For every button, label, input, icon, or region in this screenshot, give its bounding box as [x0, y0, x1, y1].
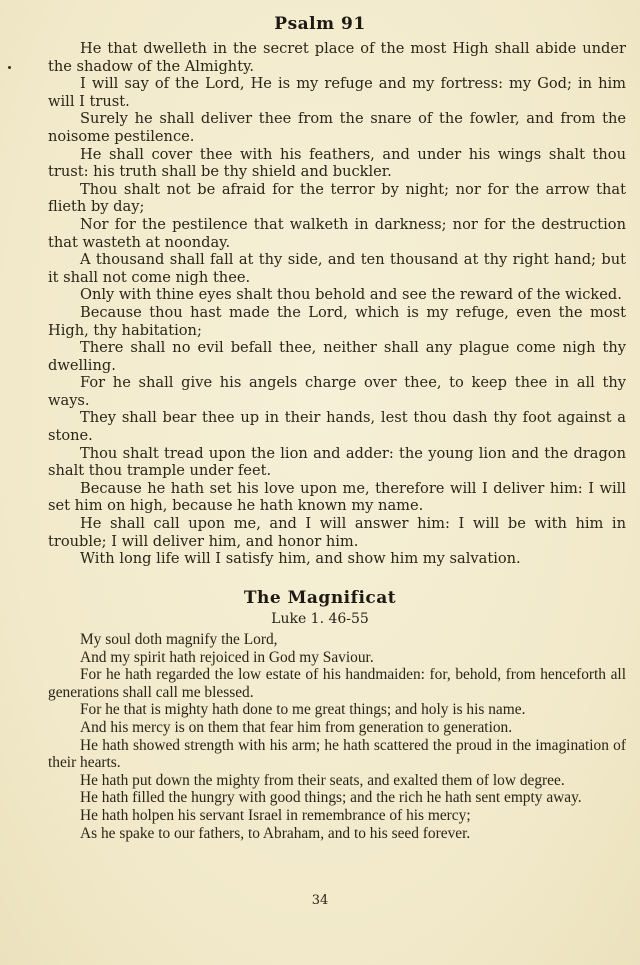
psalm-verse-2: I will say of the Lord, He is my refuge and my fortress: my God; in him will I trust.: [48, 75, 626, 110]
magnificat-verse-6: He hath showed strength with his arm; he hath scattered the proud in the imagination of their hearts.: [48, 736, 626, 772]
psalm-verse-1: He that dwelleth in the secret place of the most High shall abide under the shadow of the Almighty.: [48, 40, 626, 75]
psalm-verse-9: Because thou hast made the Lord, which is my refuge, even the most High, thy habitation;: [48, 303, 626, 339]
psalm-verse-11: For he shall give his angels charge over thee, to keep thee in all thy ways.: [48, 374, 626, 409]
magnificat-text: [48, 631, 626, 842]
psalm-verse-16: With long life will I satisfy him, and show him my salvation.: [80, 550, 521, 568]
magnificat-verse-7: He hath put down the mighty from their seats, and exalted them of low degree.: [80, 771, 565, 789]
margin-speck: [8, 66, 11, 69]
magnificat-reference: Luke 1. 46-55: [271, 611, 369, 627]
psalm-verse-15: He shall call upon me, and I will answer him: I will be with him in trouble; I will deliver him, and honor him.: [48, 515, 626, 550]
psalm-text: [48, 40, 626, 568]
magnificat-verse-2: And my spirit hath rejoiced in God my Saviour.: [80, 648, 374, 666]
psalm-verse-4: He shall cover thee with his feathers, and under his wings shalt thou trust: his truth shall be thy shield and buckler.: [48, 145, 626, 181]
magnificat-verse-8: He hath filled the hungry with good things; and the rich he hath sent empty away.: [80, 789, 582, 807]
psalm-verse-14: Because he hath set his love upon me, therefore will I deliver him: I will set him on high, because he hath known my name.: [48, 479, 626, 515]
psalm-verse-12: They shall bear thee up in their hands, lest thou dash thy foot against a stone.: [48, 409, 626, 445]
psalm-verse-3: Surely he shall deliver thee from the snare of the fowler, and from the noisome pestilence.: [48, 110, 626, 145]
page-number: 34: [311, 893, 329, 908]
psalm-verse-8: Only with thine eyes shalt thou behold and see the reward of the wicked.: [80, 286, 622, 304]
magnificat-verse-5: And his mercy is on them that fear him from generation to generation.: [80, 718, 513, 736]
psalm-verse-10: There shall no evil befall thee, neither shall any plague come nigh thy dwelling.: [48, 339, 626, 374]
psalm-verse-6: Nor for the pestilence that walketh in darkness; nor for the destruction that wasteth at noonday.: [48, 215, 626, 251]
magnificat-verse-1: My soul doth magnify the Lord,: [80, 631, 278, 648]
magnificat-verse-10: As he spake to our fathers, to Abraham, and to his seed forever.: [80, 824, 471, 842]
magnificat-title: The Magnificat: [243, 588, 397, 608]
psalm-verse-13: Thou shalt tread upon the lion and adder: the young lion and the dragon shalt thou trample under feet.: [48, 444, 626, 480]
psalm-title: Psalm 91: [274, 14, 366, 34]
magnificat-verse-9: He hath holpen his servant Israel in remembrance of his mercy;: [80, 806, 471, 824]
psalm-verse-7: A thousand shall fall at thy side, and ten thousand at thy right hand; but it shall not come nigh thee.: [48, 251, 626, 286]
psalm-verse-5: Thou shalt not be afraid for the terror by night; nor for the arrow that flieth by day;: [48, 180, 626, 216]
magnificat-verse-4: For he that is mighty hath done to me great things; and holy is his name.: [80, 701, 526, 719]
magnificat-verse-3: For he hath regarded the low estate of his handmaiden: for, behold, from henceforth all generations shall call me blessed.: [48, 666, 626, 701]
